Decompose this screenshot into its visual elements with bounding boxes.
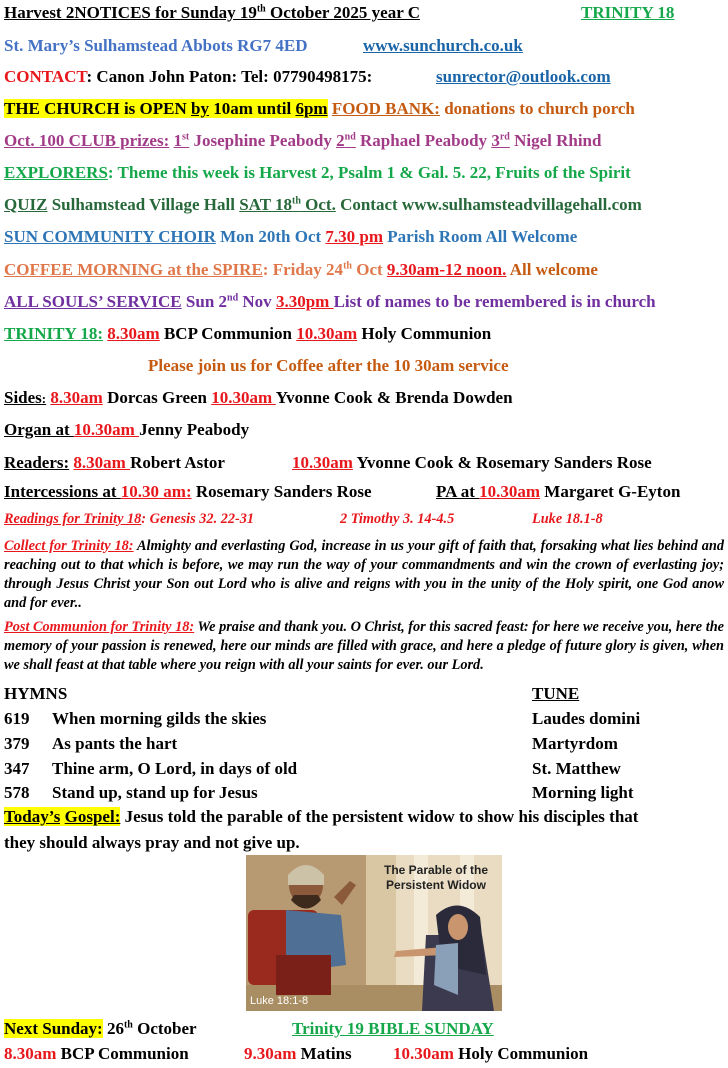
next-sunday-line: Next Sunday: 26th October [4, 1019, 197, 1038]
hymns-header: HYMNS [4, 684, 68, 703]
next-service-2: 9.30am Matins [244, 1044, 352, 1063]
trinity-heading: TRINITY 18 [581, 3, 675, 22]
next-service-3: 10.30am Holy Communion [393, 1044, 589, 1063]
sides-line: Sides: 8.30am Dorcas Green 10.30am Yvonne Cook & Brenda Dowden [4, 388, 513, 407]
organ-line: Organ at 10.30am Jenny Peabody [4, 420, 250, 439]
notice-title [4, 2, 420, 24]
all-souls-line: ALL SOULS’ SERVICE Sun 2nd Nov 3.30pm List of names to be remembered is in church [4, 292, 656, 311]
tune-header: TUNE [532, 684, 580, 703]
gospel-line: Today’s Gospel: Jesus told the parable of the persistent widow to show his disciples that [4, 807, 639, 826]
quiz-line: QUIZ Sulhamstead Village Hall SAT 18th Oct. Contact www.sulhamsteadvillagehall.com [4, 195, 642, 214]
parable-illustration [246, 855, 502, 1011]
contact-line: CONTACT: Canon John Paton: Tel: 07790498175: [4, 67, 373, 86]
readers-second: 10.30am Yvonne Cook & Rosemary Sanders Rose [292, 453, 652, 472]
contact-label: CONTACT [4, 67, 87, 86]
post-communion-paragraph: Post Communion for Trinity 18: We praise and thank you. O Christ, for this sacred feast: for here we receive you, here the memory of your passion is renewed, here our minds are filled with grace, and here a pledge of future glory is given, when we shall feast at that table where you reign with all your saints for ever. our Lord. [4, 619, 724, 673]
coffee-invite: Please join us for Coffee after the 10 30am service [148, 356, 509, 375]
title-text: Harvest 2NOTICES for Sunday 19th October 2025 year C [4, 3, 420, 22]
choir-line: SUN COMMUNITY CHOIR Mon 20th Oct 7.30 pm Parish Room All Welcome [4, 227, 578, 246]
illustration-reference: Luke 18:1-8 [250, 995, 309, 1007]
church-open-highlight: THE CHURCH is OPEN by 10am until 6pm [4, 99, 328, 118]
reading-3: Luke 18.1-8 [532, 511, 603, 527]
coffee-morning-line: COFFEE MORNING at the SPIRE: Friday 24th Oct 9.30am-12 noon. All welcome [4, 260, 598, 279]
gospel-line-2: they should always pray and not give up. [4, 833, 300, 852]
church-open-line: THE CHURCH is OPEN by 10am until 6pm FOOD BANK: donations to church porch [4, 99, 635, 118]
website-link[interactable]: www.sunchurch.co.uk [363, 36, 523, 55]
next-service-1: 8.30am BCP Communion [4, 1044, 189, 1063]
illustration-caption: The Parable of the Persistent Widow [383, 863, 489, 892]
club-prizes-line: Oct. 100 CLUB prizes: 1st Josephine Peabody 2nd Raphael Peabody 3rd Nigel Rhind [4, 131, 602, 150]
trinity-services-line: TRINITY 18: 8.30am BCP Communion 10.30am Holy Communion [4, 324, 492, 343]
pa-line: PA at 10.30am Margaret G-Eyton [436, 482, 681, 501]
readings-line: Readings for Trinity 18: Genesis 32. 22-31 [4, 511, 255, 527]
reading-2: 2 Timothy 3. 14-4.5 [340, 511, 455, 527]
explorers-line: EXPLORERS: Theme this week is Harvest 2, Psalm 1 & Gal. 5. 22, Fruits of the Spirit [4, 163, 631, 182]
collect-paragraph: Collect for Trinity 18: Almighty and everlasting God, increase in us your gift of faith that, forsaking what lies behind and reaching out to that which is before, we may run the way of your commandments and win the crown of everlasting joy; through Jesus Christ your Son out Lord who is alive and reigns with you in the unity of the Holy spirit, one God anow and for ever.. [4, 538, 724, 611]
next-trinity: Trinity 19 BIBLE SUNDAY [292, 1019, 494, 1038]
parish-address: St. Mary’s Sulhamstead Abbots RG7 4ED [4, 36, 308, 55]
intercessions-line: Intercessions at 10.30 am: Rosemary Sanders Rose [4, 482, 372, 501]
email-link[interactable]: sunrector@outlook.com [436, 67, 611, 86]
readers-line: Readers: 8.30am Robert Astor [4, 453, 225, 472]
foodbank-label: FOOD BANK: [331, 99, 440, 118]
